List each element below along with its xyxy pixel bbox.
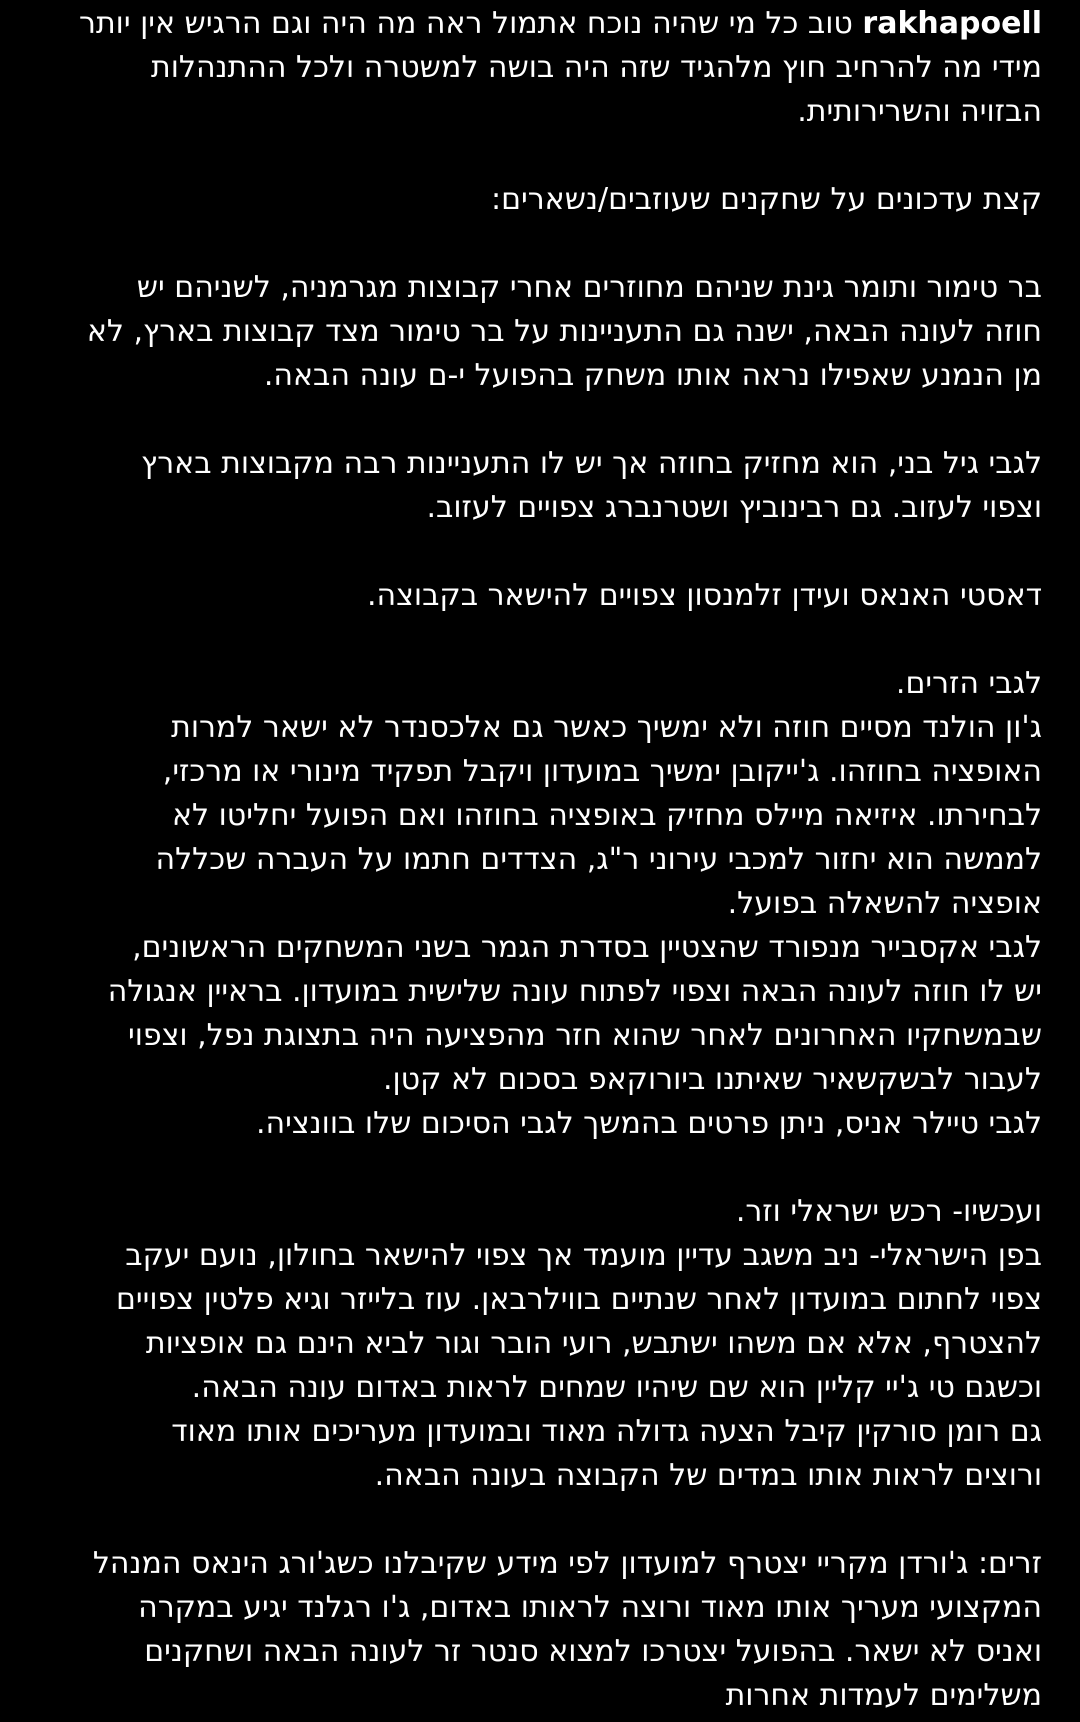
caption-line: המקצועי מעריך אותו מאוד ורוצה לראותו באדום, ג'ו רגלנד יגיע במקרה [138,1590,1042,1625]
caption-line: ועכשיו- רכש ישראלי וזר. [735,1194,1042,1229]
caption-line: בפן הישראלי- ניב משגב עדיין מועמד אך צפוי להישאר בחולון, נועם יעקב [125,1238,1042,1273]
caption-line: ג'ון הולנד מסיים חוזה ולא ימשיך כאשר גם אלכסנדר לא ישאר למרות [171,710,1042,745]
caption-paragraph-updates-heading [40,178,1042,222]
caption-line: האופציה בחוזהו. ג'ייקובן ימשיך במועדון ויקבל תפקיד מינורי או מרכזי, [162,754,1042,789]
caption-paragraph-intro [40,2,1042,134]
caption-paragraph-gil-beni [40,442,1042,530]
caption-line: לגבי הזרים. [895,666,1042,701]
caption-line: וכשגם טי ג'יי קליין הוא שם שיהיו שמחים לראות באדום עונה הבאה. [191,1370,1042,1405]
caption-line: דאסטי האנאס ועידן זלמנסון צפויים להישאר בקבוצה. [366,578,1042,613]
caption-line: לגבי טיילר אניס, ניתן פרטים בהמשך לגבי הסיכום שלו בוונציה. [256,1106,1042,1141]
caption-line: בר טימור ותומר גינת שניהם מחוזרים אחרי קבוצות מגרמניה, לשניהם יש [136,270,1042,305]
caption-line: לגבי גיל בני, הוא מחזיק בחוזה אך יש לו התעניינות רבה מקבוצות בארץ [141,446,1042,481]
caption-line: שבמשחקיו האחרונים לאחר שהוא חזר מהפציעה היה בתצוגת נפל, וצפוי [128,1018,1042,1053]
caption-line: חוזה לעונה הבאה, ישנה גם התעניינות על בר טימור מצד קבוצות בארץ, לא [86,314,1042,349]
caption-line: משלימים לעמדות אחרות [725,1678,1042,1713]
caption-line: גם רומן סורקין קיבל הצעה גדולה מאוד ובמועדון מעריכים אותו מאוד [171,1414,1042,1449]
caption-line: יש לו חוזה לעונה הבאה וצפוי לפתוח עונה שלישית במועדון. בראיין אנגולה [107,974,1042,1009]
username-link[interactable]: rakhapoell [862,6,1042,41]
caption-paragraph-foreigners [40,662,1042,1146]
caption-line: מידי מה להרחיב חוץ מלהגיד שזה היה בושה למשטרה ולכל ההתנהלות [151,50,1042,85]
caption-line: קצת עדכונים על שחקנים שעוזבים/נשארים: [490,182,1042,217]
caption-line: להצטרף, אלא אם משהו ישתבש, רועי הובר וגור לביא הינם גם אופציות [145,1326,1042,1361]
caption-line: צפוי לחתום במועדון לאחר שנתיים בווילרבאן. עוז בלייזר וגיא פלטין צפויים [116,1282,1042,1317]
caption-line: וצפוי לעזוב. גם רבינוביץ ושטרנברג צפויים לעזוב. [426,490,1042,525]
caption-line: זרים: ג'ורדן מקריי יצטרף למועדון לפי מידע שקיבלנו כשג'ורג הינאס המנהל [92,1546,1042,1581]
caption-line: לגבי אקסבייר מנפורד שהצטיין בסדרת הגמר בשני המשחקים הראשונים, [132,930,1042,965]
caption-line [40,2,1042,46]
caption-paragraph-timor-ginat [40,266,1042,398]
caption-line: הבזויה והשרירותית. [797,94,1042,129]
caption-text: טוב כל מי שהיה נוכח אתמול ראה מה היה וגם הרגיש אין יותר [79,6,853,41]
caption-line: לעבור לבשקשאיר שאיתנו ביורוקאפ בסכום לא קטן. [382,1062,1042,1097]
caption-line: לממשה הוא יחזור למכבי עירוני ר"ג, הצדדים חתמו על העברה שכללה [155,842,1042,877]
caption-line: ואניס לא ישאר. בהפועל יצטרכו למצוא סנטר זר לעונה הבאה ושחקנים [144,1634,1042,1669]
caption-line: אופציה להשאלה בפועל. [727,886,1042,921]
caption-line: מן הנמנע שאפילו נראה אותו משחק בהפועל י-ם עונה הבאה. [263,358,1042,393]
caption-line: לבחירתו. איזיאה מיילס מחזיק באופציה בחוזהו ואם הפועל יחליטו לא [171,798,1042,833]
caption-line: ורוצים לראות אותו במדים של הקבוצה בעונה הבאה. [374,1458,1042,1493]
caption-paragraph-israeli-signings [40,1190,1042,1498]
caption-paragraph-staying [40,574,1042,618]
caption-paragraph-foreign-signings [40,1542,1042,1718]
